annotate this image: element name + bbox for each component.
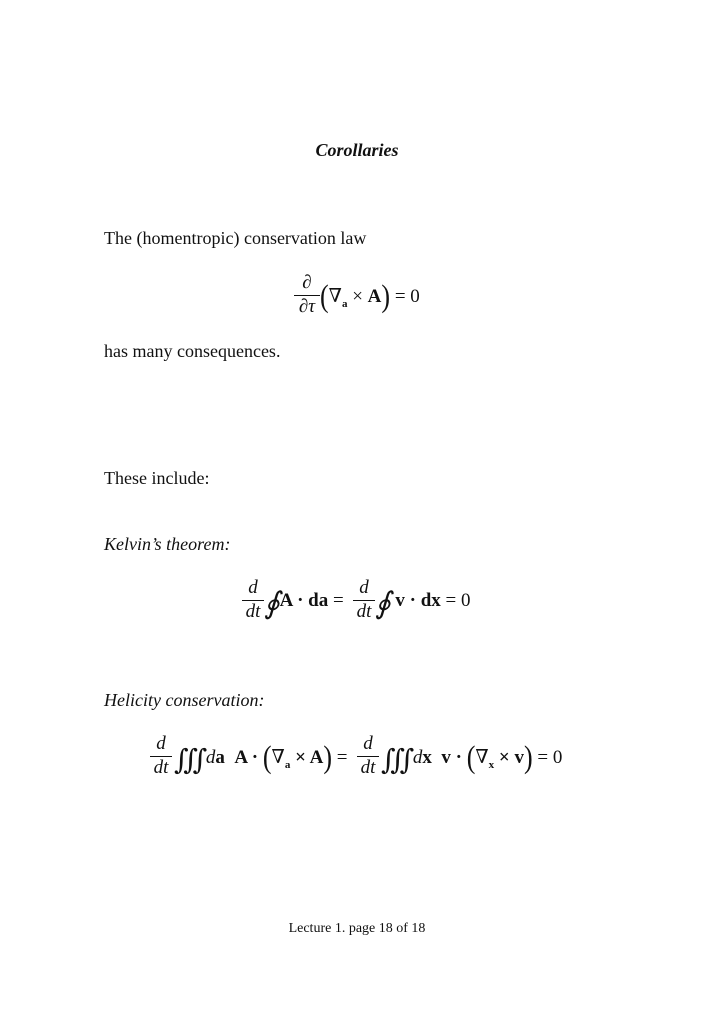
page-footer: Lecture 1. page 18 of 18	[288, 921, 426, 936]
eq2-num-left: d	[248, 577, 258, 598]
intro-text: The (homentropic) conservation law	[104, 228, 367, 248]
eq3-den-right: dt	[360, 757, 376, 778]
nabla-symbol: ∇	[271, 747, 285, 768]
helicity-heading: Helicity conservation:	[104, 690, 265, 710]
eq3-rhs: = 0	[537, 747, 563, 768]
eq2-den-right: dt	[356, 601, 372, 622]
contour-integral-icon: ∮	[375, 587, 391, 620]
eq1-subscript-a: a	[341, 298, 348, 310]
eq3-equals: =	[336, 747, 348, 768]
eq2-bold-x: x	[431, 590, 441, 611]
eq3-cross-A: × A	[295, 747, 324, 768]
eq3-fraction-left	[150, 733, 172, 779]
eq3-left-body: ∭ da $A \cdot (\nabla_a \times A)$ =	[174, 740, 348, 776]
eq3-num-left: d	[156, 733, 166, 754]
eq2-left-body	[264, 586, 344, 621]
eq2-fraction-right	[353, 577, 375, 623]
eq3-d-right: d	[412, 747, 423, 768]
eq1-fraction	[294, 272, 320, 318]
eq3-d-left: d	[205, 747, 216, 768]
eq1-vector-A: A	[367, 286, 382, 307]
eq1-denominator: ∂τ	[298, 296, 316, 317]
eq2-term-left: A · d	[279, 590, 319, 611]
nabla-symbol: ∇	[475, 747, 489, 768]
triple-integral-icon: ∭	[174, 745, 202, 776]
eq2-fraction-left	[242, 577, 264, 623]
eq3-subscript-x: x	[488, 759, 495, 771]
eq3-right-body: ∭ dx $v \cdot (\nabla_x \times v) = 0$	[381, 740, 563, 776]
eq2-den-left: dt	[245, 601, 261, 622]
eq1-body: $(\nabla_a \times A) = 0$	[320, 279, 420, 314]
consequences-text: has many consequences.	[104, 341, 281, 361]
eq2-num-right: d	[359, 577, 369, 598]
eq3-subscript-a: a	[284, 759, 291, 771]
eq2-rhs: = 0	[445, 590, 471, 611]
eq3-v-dot: v ·	[441, 747, 462, 768]
eq3-fraction-right	[357, 733, 379, 779]
eq3-A-dot: A ·	[234, 747, 259, 768]
eq3-num-right: d	[363, 733, 373, 754]
eq3-bold-x: x	[422, 747, 432, 768]
triple-integral-icon: ∭	[381, 745, 409, 776]
eq1-numerator: ∂	[302, 272, 312, 293]
page-title: Corollaries	[315, 140, 399, 160]
eq3-cross-v: × v	[498, 747, 524, 768]
eq3-den-left: dt	[153, 757, 169, 778]
eq1-rhs: = 0	[394, 286, 420, 307]
kelvin-heading: Kelvin’s theorem:	[104, 534, 231, 554]
eq2-term-right: v · d	[395, 590, 432, 611]
nabla-symbol: ∇	[328, 286, 342, 307]
eq2-right-body	[375, 586, 471, 621]
eq2-equals: =	[332, 590, 344, 611]
eq2-bold-a: a	[318, 590, 329, 611]
these-include-text: These include:	[104, 468, 210, 488]
eq1-cross: ×	[352, 286, 363, 307]
contour-integral-icon: ∮	[264, 587, 280, 620]
eq3-bold-a: a	[215, 747, 225, 768]
